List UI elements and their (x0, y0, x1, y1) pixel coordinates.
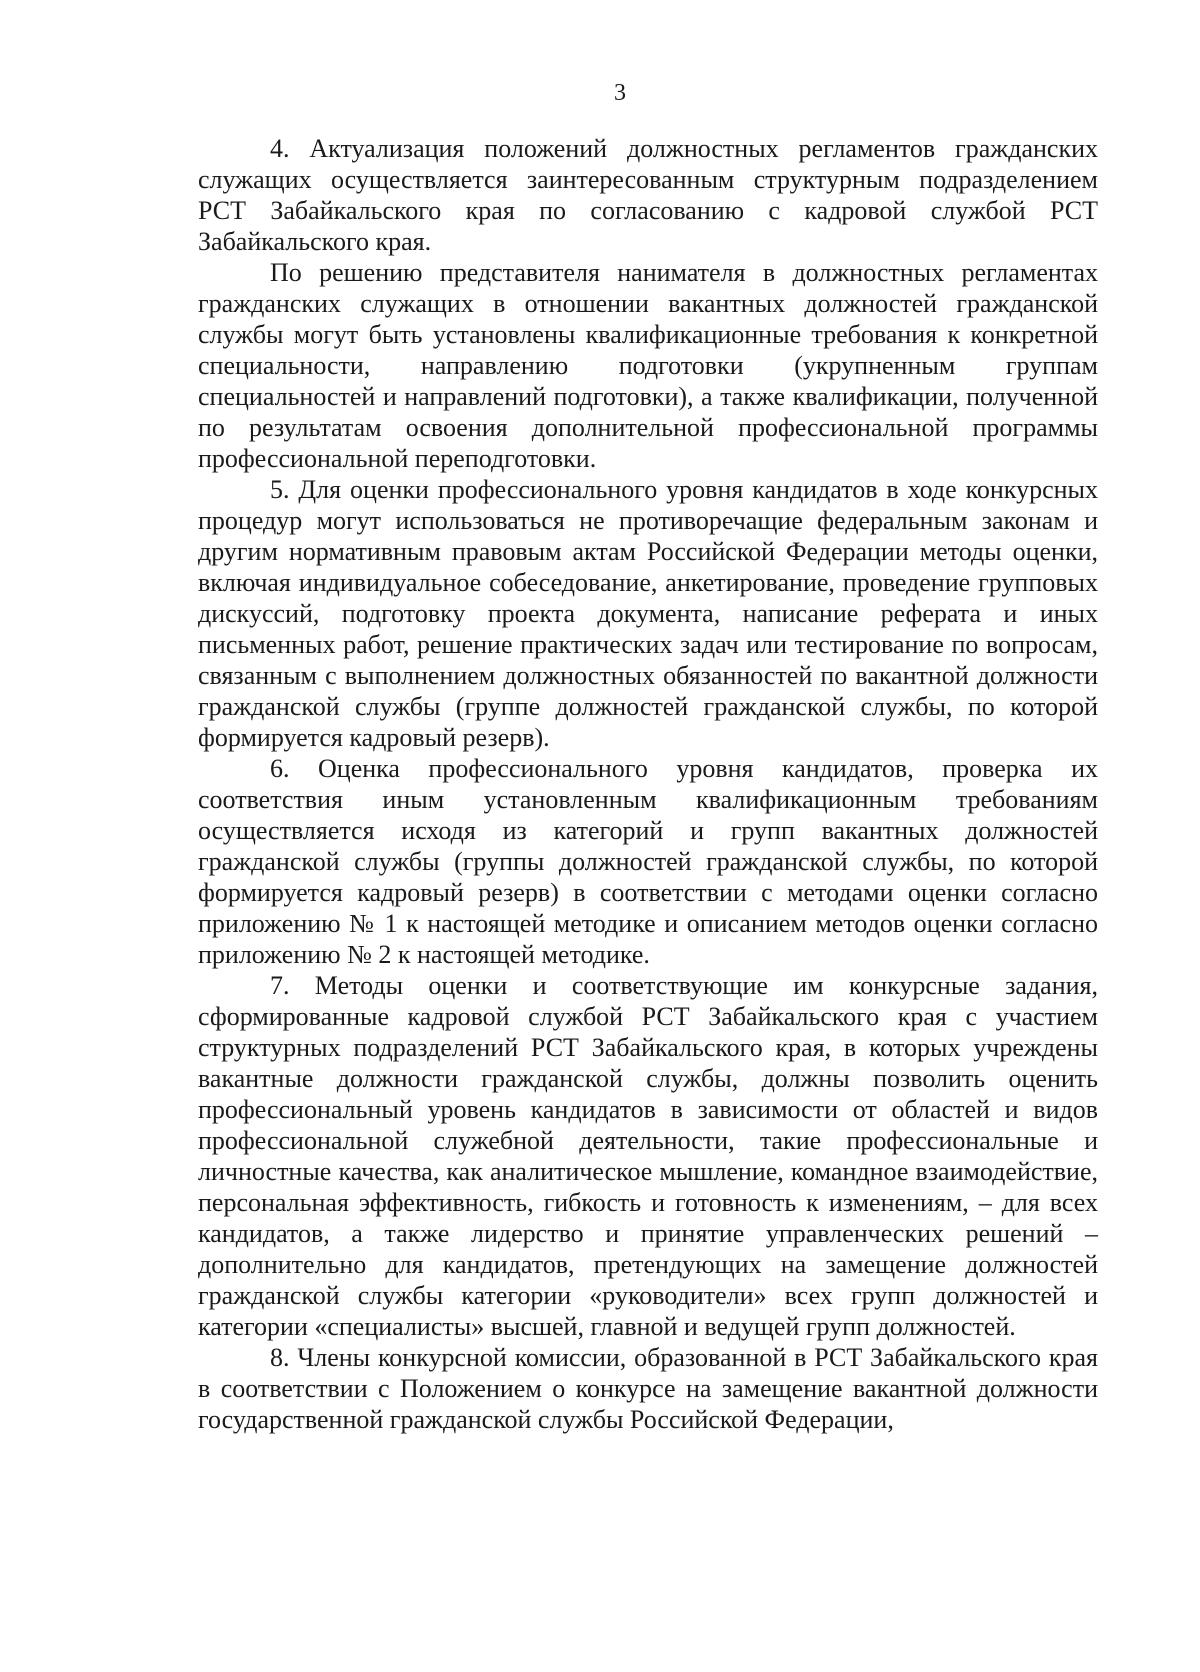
page-number: 3 (614, 80, 626, 106)
paragraph-5: 5. Для оценки профессионального уровня кандидатов в ходе конкурсных процедур могут использоваться не противоречащие федеральным законам и другим нормативным правовым актам Российской Федерации методы оценки, включая индивидуальное собеседование, анкетирование, проведение групповых дискуссий, подготовку проекта документа, написание реферата и иных письменных работ, решение практических задач или тестирование по вопросам, связанным с выполнением должностных обязанностей по вакантной должности гражданской службы (группе должностей гражданской службы, по которой формируется кадровый резерв). (198, 475, 1098, 752)
paragraph-8: 8. Члены конкурсной комиссии, образованной в РСТ Забайкальского края в соответствии с Положением о конкурсе на замещение вакантной должности государственной гражданской службы Российской Федерации, (198, 1343, 1098, 1434)
paragraph-7: 7. Методы оценки и соответствующие им конкурсные задания, сформированные кадровой службой РСТ Забайкальского края с участием структурных подразделений РСТ Забайкальского края, в которых учреждены вакантные должности гражданской службы, должны позволить оценить профессиональный уровень кандидатов в зависимости от областей и видов профессиональной служебной деятельности, такие профессиональные и личностные качества, как аналитическое мышление, командное взаимодействие, персональная эффективность, гибкость и готовность к изменениям, – для всех кандидатов, а также лидерство и принятие управленческих решений – дополнительно для кандидатов, претендующих на замещение должностей гражданской службы категории «руководители» всех групп должностей и категории «специалисты» высшей, главной и ведущей групп должностей. (198, 971, 1098, 1341)
paragraph-6: 6. Оценка профессионального уровня кандидатов, проверка их соответствия иным установленным квалификационным требованиям осуществляется исходя из категорий и групп вакантных должностей гражданской службы (группы должностей гражданской службы, по которой формируется кадровый резерв) в соответствии с методами оценки согласно приложению № 1 к настоящей методике и описанием методов оценки согласно приложению № 2 к настоящей методике. (198, 754, 1098, 969)
document-body (198, 133, 1098, 1435)
paragraph-4-continued: По решению представителя нанимателя в должностных регламентах гражданских служащих в отношении вакантных должностей гражданской службы могут быть установлены квалификационные требования к конкретной специальности, направлению подготовки (укрупненным группам специальностей и направлений подготовки), а также квалификации, полученной по результатам освоения дополнительной профессиональной программы профессиональной переподготовки. (198, 258, 1098, 473)
paragraph-4: 4. Актуализация положений должностных регламентов гражданских служащих осуществляется заинтересованным структурным подразделением РСТ Забайкальского края по согласованию с кадровой службой РСТ Забайкальского края. (198, 134, 1098, 256)
